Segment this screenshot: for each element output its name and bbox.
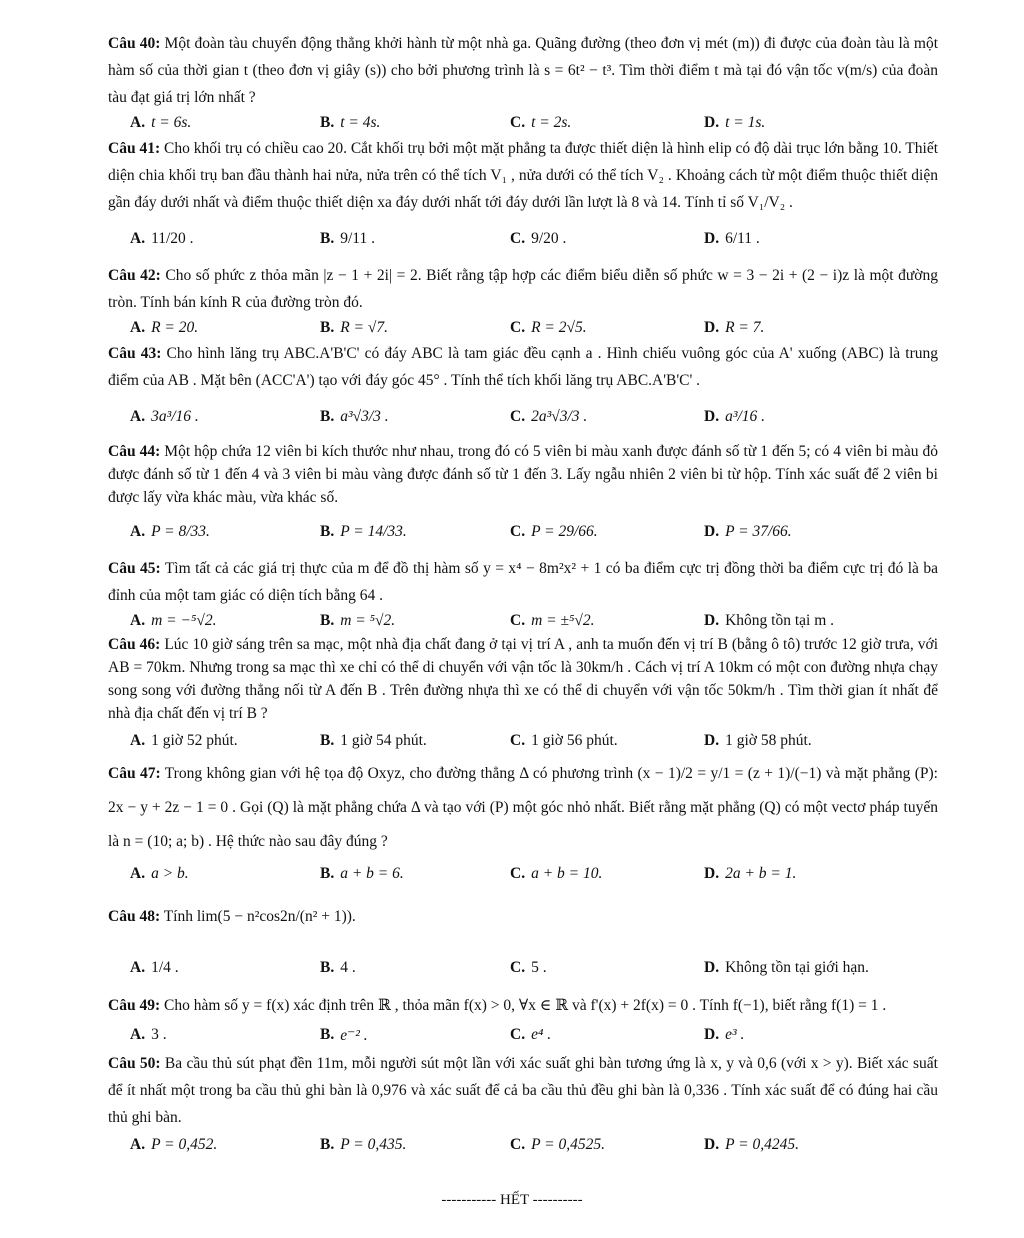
option-label: A. [130,114,146,131]
question-stem [108,757,938,859]
option-text: R = 7. [725,319,765,336]
option-label: C. [510,865,526,882]
option-label: B. [320,865,335,882]
option-c [510,945,547,991]
option-text: 3 . [151,1026,167,1043]
option-text: 11/20 . [151,230,194,247]
question-stem [108,555,938,609]
question-stem [108,889,938,945]
option-label: A. [130,959,146,976]
option-c [510,859,602,889]
option-text: t = 2s. [531,114,572,131]
option-label: D. [704,1026,720,1043]
option-b [320,394,389,440]
option-label: A. [130,319,146,336]
question-number: Câu 49: [108,997,161,1014]
option-label: A. [130,408,146,425]
option-d [704,609,834,633]
option-c [510,1131,605,1159]
question-number: Câu 43: [108,345,162,362]
option-text: 6/11 . [725,230,760,247]
option-c [510,394,587,440]
option-text: P = 0,435. [340,1136,407,1153]
option-text: 1 giờ 56 phút. [531,732,618,749]
answer-options [108,609,938,633]
option-label: C. [510,1026,526,1043]
option-text: t = 4s. [340,114,381,131]
option-text: Không tồn tại m . [725,612,835,629]
option-d [704,1131,799,1159]
option-label: B. [320,319,335,336]
option-d [704,216,760,262]
option-b [320,1020,368,1050]
option-label: B. [320,114,335,131]
option-text: a³/16 . [725,408,766,425]
question-42 [108,262,938,340]
question-text: Tìm tất cả các giá trị thực của m để đồ thị hàm số y = x⁴ − 8m²x² + 1 có ba điểm cực trị đồng thời ba điểm cực trị đó là ba đỉnh của một tam giác có diện tích bằng 64 . [108,560,938,604]
option-text: R = √7. [340,319,389,336]
option-text: P = 14/33. [340,523,407,540]
question-46 [108,633,938,757]
question-45 [108,555,938,633]
option-label: D. [704,959,720,976]
question-text: Một đoàn tàu chuyển động thẳng khởi hành từ một nhà ga. Quãng đường (theo đơn vị mét (m)) đi được của đoàn tàu là một hàm số của thời gian t (theo đơn vị giây (s)) cho bởi phương trình là s = 6t² − t³. Tìm thời điểm t mà tại đó vận tốc v(m/s) của đoàn tàu đạt giá trị lớn nhất ? [108,35,939,106]
option-label: C. [510,230,526,247]
option-d [704,509,792,555]
option-label: B. [320,523,335,540]
option-d [704,725,812,757]
option-a [130,316,198,340]
option-label: A. [130,612,146,629]
option-text: m = ⁵√2. [340,612,396,629]
option-d [704,394,765,440]
option-text: 1 giờ 52 phút. [151,732,238,749]
question-stem [108,30,938,111]
option-label: D. [704,230,720,247]
option-text: P = 0,4525. [531,1136,605,1153]
option-d [704,945,869,991]
option-label: A. [130,1136,146,1153]
question-number: Câu 42: [108,267,161,284]
option-label: B. [320,959,335,976]
option-a [130,394,199,440]
question-number: Câu 47: [108,765,161,782]
option-text: e³ . [725,1026,745,1043]
question-text: Trong không gian với hệ tọa độ Oxyz, cho đường thẳng Δ có phương trình (x − 1)/2 = y/1 = (z + 1)/(−1) và mặt phẳng (P): 2x − y + 2z − 1 = 0 . Gọi (Q) là mặt phẳng chứa Δ và tạo với (P) một góc nhỏ nhất. Biết rằng mặt phẳng (Q) có một vectơ pháp tuyến là n = (10; a; b) . Hệ thức nào sau đây đúng ? [108,765,938,850]
option-text: a > b. [151,865,189,882]
option-text: 3a³/16 . [151,408,199,425]
option-label: B. [320,732,335,749]
answer-options [108,316,938,340]
option-label: A. [130,1026,146,1043]
question-text: Một hộp chứa 12 viên bi kích thước như nhau, trong đó có 5 viên bi màu xanh được đánh số từ 1 đến 5; có 4 viên bi màu đỏ được đánh số từ 1 đến 4 và 3 viên bi màu vàng được đánh số từ 1 đến 3. Lấy ngẫu nhiên 2 viên bi từ hộp. Tính xác suất để 2 viên bi được lấy vừa khác màu, vừa khác số. [108,443,938,506]
option-label: A. [130,732,146,749]
option-a [130,609,216,633]
option-label: B. [320,408,335,425]
option-text: 9/11 . [340,230,375,247]
option-a [130,509,210,555]
option-text: 1 giờ 54 phút. [340,732,427,749]
option-label: D. [704,408,720,425]
option-label: C. [510,612,526,629]
option-b [320,111,380,135]
option-text: Không tồn tại giới hạn. [725,959,869,976]
question-number: Câu 44: [108,443,161,460]
option-d [704,859,796,889]
question-text: Tính lim(5 − n²cos2n/(n² + 1)). [163,908,356,925]
option-a [130,111,191,135]
option-text: 1 giờ 58 phút. [725,732,812,749]
option-text: 2a + b = 1. [725,865,797,882]
option-label: D. [704,612,720,629]
question-stem [108,633,938,725]
question-43 [108,340,938,440]
question-44 [108,440,938,555]
question-text: Cho hình lăng trụ ABC.A'B'C' có đáy ABC là tam giác đều cạnh a . Hình chiếu vuông góc của A' xuống (ABC) là trung điểm của AB . Mặt bên (ACC'A') tạo với đáy góc 45° . Tính thể tích khối lăng trụ ABC.A'B'C' . [108,345,938,389]
option-text: a + b = 10. [531,865,603,882]
option-text: P = 8/33. [151,523,210,540]
option-label: C. [510,523,526,540]
answer-options [108,394,938,440]
option-b [320,1131,406,1159]
option-c [510,725,618,757]
answer-options [108,1131,938,1159]
question-number: Câu 50: [108,1055,161,1072]
option-label: D. [704,732,720,749]
question-40 [108,30,938,135]
question-41 [108,135,938,262]
option-label: C. [510,959,526,976]
question-number: Câu 41: [108,140,161,157]
option-c [510,609,595,633]
option-text: P = 0,452. [151,1136,218,1153]
question-text: Ba cầu thủ sút phạt đền 11m, mỗi người sút một lần với xác suất ghi bàn tương ứng là x, y và 0,6 (với x > y). Biết xác suất để ít nhất một trong ba cầu thủ ghi bàn là 0,976 và xác suất để cả ba cầu thủ đều ghi bàn là 0,336 . Tính xác suất để có đúng hai cầu thủ ghi bàn. [108,1055,938,1126]
option-label: D. [704,114,720,131]
option-label: D. [704,865,720,882]
option-label: C. [510,732,526,749]
option-text: R = 20. [151,319,199,336]
option-a [130,1020,167,1050]
option-text: a + b = 6. [340,865,404,882]
answer-options [108,216,938,262]
option-c [510,216,566,262]
question-text: Cho hàm số y = f(x) xác định trên ℝ , thỏa mãn f(x) > 0, ∀x ∈ ℝ và f'(x) + 2f(x) = 0 . Tính f(−1), biết rằng f(1) = 1 . [163,997,887,1014]
question-stem [108,262,938,316]
option-b [320,216,375,262]
option-a [130,859,189,889]
question-47 [108,757,938,889]
question-number: Câu 46: [108,636,161,653]
option-text: 4 . [340,959,356,976]
option-b [320,945,356,991]
option-label: C. [510,114,526,131]
option-text: 9/20 . [531,230,567,247]
question-stem [108,135,938,216]
option-label: D. [704,319,720,336]
answer-options [108,509,938,555]
option-text: e⁴ . [531,1026,552,1043]
question-text: Cho khối trụ có chiều cao 20. Cắt khối trụ bởi một mặt phẳng ta được thiết diện là hình elip có độ dài trục lớn bằng 10. Thiết diện chia khối trụ ban đầu thành hai nửa, nửa trên có thể tích V₁ , nửa dưới có thể tích V₂ . Khoảng cách từ một điểm thuộc thiết diện gần đáy dưới nhất và điểm thuộc thiết diện xa đáy dưới nhất tới đáy dưới lần lượt là 8 và 14. Tính tỉ số V₁/V₂ . [108,140,939,211]
option-a [130,725,238,757]
question-48 [108,889,938,991]
question-number: Câu 40: [108,35,161,52]
option-b [320,609,395,633]
option-label: A. [130,230,146,247]
question-stem [108,340,938,394]
option-b [320,725,427,757]
end-of-exam-marker: ----------- HẾT ---------- [441,1192,583,1208]
option-text: a³√3/3 . [340,408,389,425]
question-number: Câu 45: [108,560,161,577]
option-label: C. [510,408,526,425]
option-text: 1/4 . [151,959,179,976]
option-c [510,509,598,555]
option-text: 2a³√3/3 . [531,408,588,425]
option-b [320,316,388,340]
option-a [130,945,179,991]
option-label: C. [510,319,526,336]
option-text: t = 6s. [151,114,192,131]
question-text: Lúc 10 giờ sáng trên sa mạc, một nhà địa chất đang ở tại vị trí A , anh ta muốn đến vị trí B (bằng ô tô) trước 12 giờ trưa, với AB = 70km. Nhưng trong sa mạc thì xe chỉ có thể di chuyển với vận tốc là 30km/h . Cách vị trí A 10km có một con đường nhựa chạy song song với đường thẳng nối từ A đến B . Trên đường nhựa thì xe có thể di chuyển với vận tốc 50km/h . Tìm thời gian ít nhất để nhà địa chất đến vị trí B ? [108,636,939,722]
answer-options [108,945,938,991]
answer-options [108,1020,938,1050]
question-49 [108,991,938,1050]
question-50 [108,1050,938,1159]
option-text: m = ±⁵√2. [531,612,595,629]
option-text: P = 0,4245. [725,1136,799,1153]
answer-options [108,111,938,135]
option-text: R = 2√5. [531,319,587,336]
option-label: B. [320,612,335,629]
exam-page [108,30,938,1159]
option-b [320,509,407,555]
option-a [130,216,194,262]
option-label: B. [320,230,335,247]
option-text: 5 . [531,959,547,976]
option-d [704,111,765,135]
option-label: B. [320,1136,335,1153]
option-label: D. [704,1136,720,1153]
option-label: D. [704,523,720,540]
question-stem [108,991,938,1020]
answer-options [108,859,938,889]
option-text: m = −⁵√2. [151,612,217,629]
option-b [320,859,404,889]
option-d [704,1020,744,1050]
option-label: B. [320,1026,335,1043]
question-text: Cho số phức z thỏa mãn |z − 1 + 2i| = 2. Biết rằng tập hợp các điểm biểu diễn số phức w = 3 − 2i + (2 − i)z là một đường tròn. Tính bán kính R của đường tròn đó. [108,267,938,311]
option-d [704,316,764,340]
option-a [130,1131,217,1159]
option-c [510,111,571,135]
question-stem [108,440,938,509]
option-text: e⁻² . [340,1026,368,1044]
option-text: P = 37/66. [725,523,792,540]
option-label: A. [130,523,146,540]
option-c [510,316,587,340]
question-number: Câu 48: [108,908,161,925]
option-label: A. [130,865,146,882]
option-text: t = 1s. [725,114,766,131]
option-label: C. [510,1136,526,1153]
question-stem [108,1050,938,1131]
answer-options [108,725,938,757]
option-c [510,1020,551,1050]
option-text: P = 29/66. [531,523,598,540]
